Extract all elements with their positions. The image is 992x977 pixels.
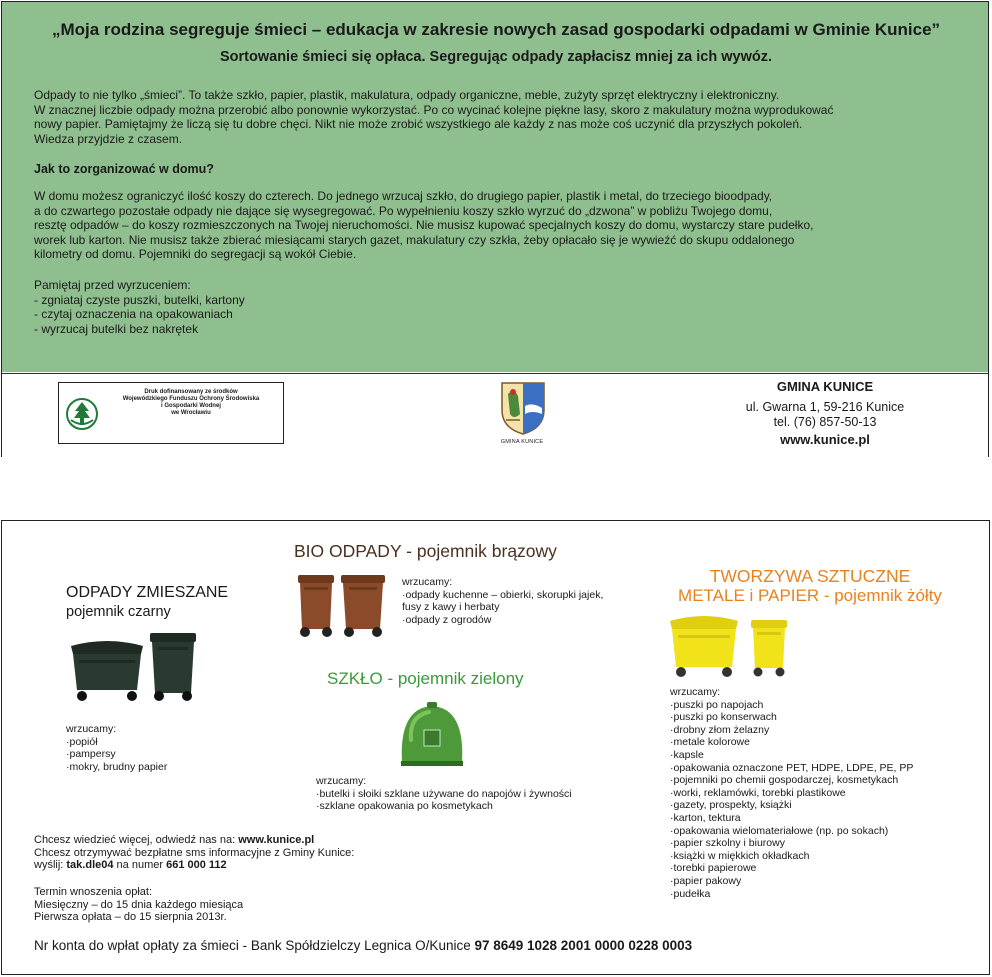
funding-line: we Wrocławiu [171,410,211,416]
list-item: ·pudełka [670,887,711,900]
list-item: ·puszki po napojach [670,698,764,711]
bank-account-label: Nr konta do wpłat opłaty za śmieci - Bank Spółdzielczy Legnica O/Kunice [34,938,475,953]
tree-logo-icon [66,398,98,430]
list-item: ·książki w miękkich okładkach [670,849,810,862]
plastic-title-line2: METALE i PAPIER - pojemnik żółty [678,586,942,605]
sms-send-mid: na numer [113,859,167,872]
deadline-item: Pierwsza opłata – do 15 sierpnia 2013r. [34,911,227,924]
sms-send-line [34,859,354,872]
remember-list [34,278,964,336]
list-item: ·karton, tektura [670,811,741,824]
remember-heading: Pamiętaj przed wyrzuceniem: [34,278,191,292]
yellow-container-icon [668,611,740,684]
list-item: fusy z kawy i herbaty [402,601,500,614]
sms-send-prefix: wyślij: [34,859,67,872]
mixed-list [66,723,167,773]
list-item: ·metale kolorowe [670,736,750,749]
list-item: ·pojemniki po chemii gospodarczej, kosmetykach [670,774,899,787]
glass-title: SZKŁO - pojemnik zielony [327,669,524,688]
list-item: ·torebki papierowe [670,862,757,875]
funding-line: i Gospodarki Wodnej [161,403,221,409]
funding-line: Druk dofinansowany ze środków [144,389,238,395]
bank-account [34,938,692,953]
bio-title [294,541,557,562]
list-item: ·szklane opakowania po kosmetykach [316,800,493,813]
green-bell-bin-icon [397,700,467,775]
list-item: ·worki, reklamówki, torebki plastikowe [670,786,846,799]
bio-title-suffix: - pojemnik brązowy [401,541,557,561]
payment-deadlines [34,886,243,924]
intro-line: nowy papier. Pamiętajmy że liczą się tu dobre chęci. Nikt nie może zrobić wszystkiego ale każdy z nas może coś uczynić dla przyszłych pokoleń. [34,117,803,132]
contact-name: GMINA KUNICE [776,379,874,394]
coat-of-arms-icon [498,380,548,436]
bio-list [402,576,642,626]
howto-heading: Jak to zorganizować w domu? [34,162,214,176]
brown-bin-icon [339,573,387,644]
funding-line: Wojewódzkiego Funduszu Ochrony Środowiska [122,396,260,402]
howto-line: worek lub karton. Nie musisz także zbierać miesiącami starych gazet, makulatury czy szkła, żeby opłacało się je wywieźć do skupu oddalonego [34,232,795,247]
list-heading: wrzucamy: [402,576,453,588]
list-item: ·opakowania oznaczone PET, HDPE, LDPE, PE, PP [670,761,914,774]
funding-text [102,389,280,417]
brown-bin-icon [296,573,336,644]
howto-line: kilometry od domu. Pojemniki do segregacji są wokół Ciebie. [34,247,357,262]
list-item: ·kapsle [670,748,704,761]
list-item: ·mokry, brudny papier [66,760,168,773]
howto-line: resztę odpadów – do koszy rozmieszczonych na Twojej nieruchomości. Nie musisz kupować specjalnych koszy do domu, wystarczy stare pudełko, [34,218,814,233]
more-info-text: Chcesz wiedzieć więcej, odwiedź nas na: [34,834,239,846]
intro-line: W znacznej liczbie odpady można przerobić albo ponownie wykorzystać. Po co wycinać kolejne piękne lasy, skoro z makulatury można wyprodukować [34,102,834,117]
list-item: ·puszki po konserwach [670,711,777,724]
mixed-subtitle: pojemnik czarny [66,604,171,620]
howto-paragraph [34,189,964,262]
more-info [34,834,354,872]
list-item: ·odpady z ogrodów [402,613,492,626]
intro-line: Odpady to nie tylko „śmieci”. To także szkło, papier, plastik, makulatura, odpady organiczne, meble, zużyty sprzęt elektryczny i elektroniczny. [34,88,780,102]
list-item: ·butelki i słoiki szklane używane do napojów i żywności [316,787,572,800]
remember-item: - zgniataj czyste puszki, butelki, kartony [34,292,245,307]
website-link[interactable]: www.kunice.pl [238,834,315,846]
contact-website-link[interactable]: www.kunice.pl [780,432,870,447]
intro-line: Wiedza przyjdzie z czasem. [34,131,183,146]
contact-address: ul. Gwarna 1, 59-216 Kunice [745,400,905,414]
page-title: „Moja rodzina segreguje śmieci – edukacja w zakresie nowych zasad gospodarki odpadami w Gminie Kunice” [51,20,941,39]
list-item: ·popiół [66,735,98,748]
sms-info-line: Chcesz otrzymywać bezpłatne sms informacyjne z Gminy Kunice: [34,846,355,859]
crest-label: GMINA KUNICE [500,439,544,445]
plastic-list [670,686,913,900]
bio-title-main: BIO ODPADY [294,541,402,561]
list-item: ·pampersy [66,748,116,761]
list-item: ·odpady kuchenne – obierki, skorupki jajek, [402,588,604,601]
list-item: ·papier szkolny i biurowy [670,837,785,850]
howto-line: a do czwartego pozostałe odpady nie dające się wysegregować. Po wypełnieniu koszy szkło wyrzuć do „dzwona” w pobliżu Twojego domu, [34,203,773,218]
sms-code: tak.dle04 [66,859,114,872]
more-info-line [34,834,354,847]
list-item: ·opakowania wielomateriałowe (np. po sokach) [670,824,889,837]
list-item: ·gazety, prospekty, książki [670,799,792,812]
remember-item: - czytaj oznaczenia na opakowaniach [34,307,233,322]
list-heading: wrzucamy: [316,775,367,787]
page-subtitle: Sortowanie śmieci się opłaca. Segregując odpady zapłacisz mniej za ich wywóz. [220,49,772,65]
howto-line: W domu możesz ograniczyć ilość koszy do czterech. Do jednego wrzucaj szkło, do drugiego papier, plastik i metal, do trzeciego bioodpady, [34,189,773,203]
intro-paragraph [34,88,964,146]
list-heading: wrzucamy: [66,723,117,735]
list-item: ·drobny złom żelazny [670,723,770,736]
mixed-title: ODPADY ZMIESZANE [66,584,229,601]
remember-item: - wyrzucaj butelki bez nakrętek [34,321,199,336]
black-bin-icon [148,631,198,708]
list-heading: wrzucamy: [670,686,721,698]
black-container-icon [69,638,145,709]
deadlines-heading: Termin wnoszenia opłat: [34,886,153,898]
glass-list [316,775,572,813]
bank-account-number: 97 8649 1028 2001 0000 0228 0003 [474,938,693,953]
contact-phone: tel. (76) 857-50-13 [773,415,877,429]
sms-number: 661 000 112 [166,859,227,872]
deadline-item: Miesięczny – do 15 dnia każdego miesiąca [34,898,244,911]
list-item: ·papier pakowy [670,874,742,887]
plastic-title: TWORZYWA SZTUCZNE [709,566,911,586]
yellow-bin-icon [749,618,789,683]
